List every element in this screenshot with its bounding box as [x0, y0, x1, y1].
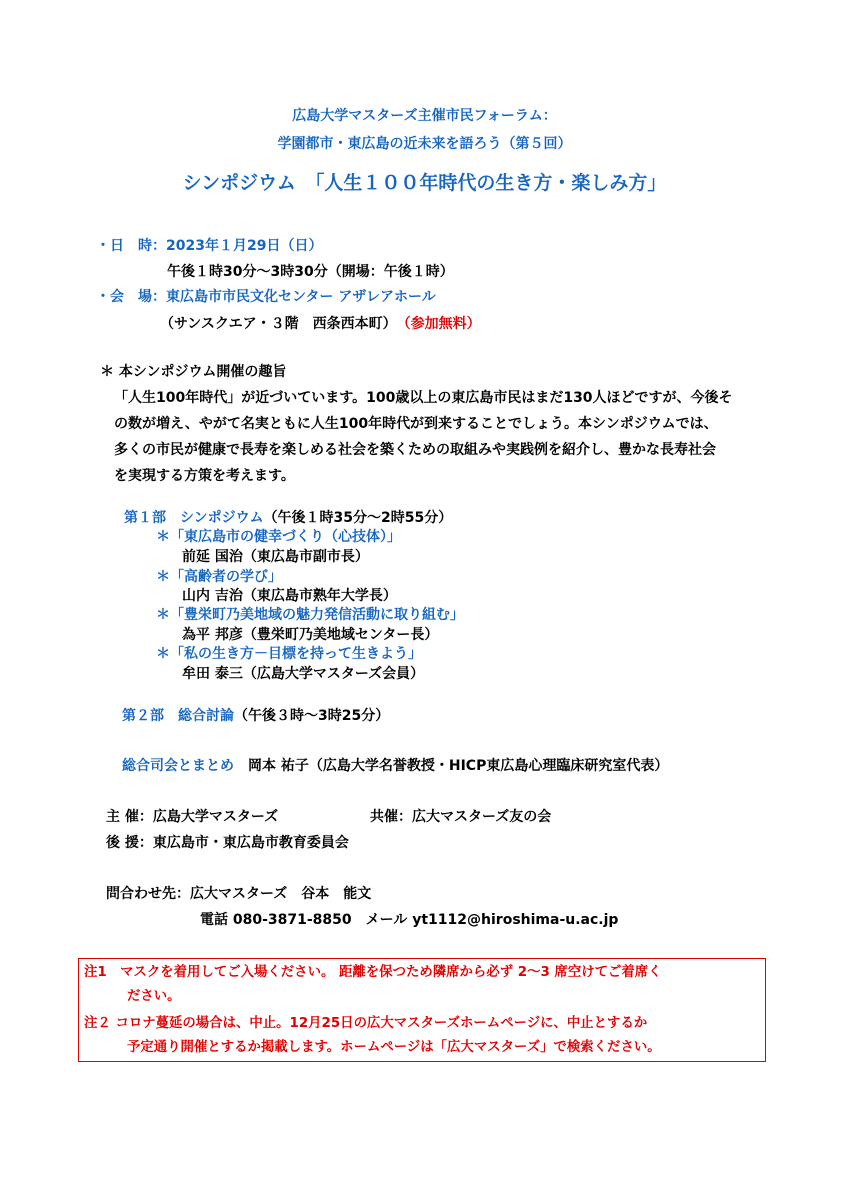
- date-row: [96, 236, 322, 256]
- part1-time: （午後１時35分～2時55分）: [263, 510, 453, 526]
- talk-title: ＊「高齢者の学び」: [156, 569, 282, 585]
- part2-heading: [122, 706, 389, 726]
- venue-detail: （サンスクエア・３階 西条西本町）: [160, 316, 390, 332]
- purpose-heading: ＊ 本シンポジウム開催の趣旨: [100, 364, 287, 380]
- note-2-cont: 予定通り開催とするか掲載します。ホームページは「広大マスターズ」で検索ください。: [127, 1040, 661, 1055]
- part1-heading: [124, 508, 452, 528]
- talk-speaker: 為平 邦彦（豊栄町乃美地域センター長）: [182, 627, 439, 643]
- venue-row: [96, 287, 436, 307]
- note-2: 注２ コロナ蔓延の場合は、中止。12月25日の広大マスターズホームページに、中止とするか: [84, 1016, 648, 1031]
- contact-details: 電話 080-3871-8850 メール yt1112@hiroshima-u.ac.jp: [200, 912, 619, 928]
- purpose-line: を実現する方策を考えます。: [114, 468, 295, 484]
- moderator-label: 総合司会とまとめ: [122, 758, 234, 774]
- talk-title: ＊「東広島市の健幸づくり（心技体）」: [156, 529, 401, 545]
- page-title: シンポジウム 「人生１００年時代の生き方・楽しみ方」: [182, 172, 667, 194]
- talk-title: ＊「豊栄町乃美地域の魅力発信活動に取り組む」: [156, 607, 464, 623]
- forum-subtitle: 広島大学マスターズ主催市民フォーラム：: [292, 108, 557, 124]
- note-1-cont: ださい。: [127, 989, 181, 1004]
- purpose-line: の数が増え、やがて名実ともに人生100年時代が到来することでしょう。本シンポジウムでは、: [114, 416, 718, 432]
- fee-badge: （参加無料）: [403, 316, 481, 332]
- talk-speaker: 牟田 泰三（広島大学マスターズ会員）: [182, 666, 425, 682]
- note-1: 注1 マスクを着用してご入場ください。 距離を保つため隣席から必ず 2～3 席空けてご着席く: [84, 965, 662, 980]
- event-venue: 東広島市市民文化センター アザレアホール: [166, 289, 436, 305]
- talk-title: ＊「私の生き方－目標を持って生きよう」: [156, 646, 422, 662]
- talk-speaker: 前延 国治（東広島市副市長）: [182, 549, 369, 565]
- moderator-name: 岡本 祐子（広島大学名誉教授・HICP東広島心理臨床研究室代表）: [248, 758, 669, 774]
- purpose-line: 「人生100年時代」が近づいています。100歳以上の東広島市民はまだ130人ほどですが、今後そ: [114, 390, 733, 406]
- cohost-line: 共催：広大マスターズ友の会: [370, 809, 552, 825]
- forum-theme: 学園都市・東広島の近未来を語ろう（第５回）: [277, 136, 572, 152]
- part1-label: 第１部 シンポジウム: [124, 510, 264, 526]
- date-label: ・日 時：: [96, 238, 166, 254]
- purpose-line: 多くの市民が健康で長寿を楽しめる社会を築くための取組みや実践例を紹介し、豊かな長寿社会: [114, 442, 716, 458]
- event-date: 2023年１月29日（日）: [166, 238, 323, 254]
- host-line: 主 催：広島大学マスターズ: [106, 809, 279, 825]
- part2-time: （午後３時～3時25分）: [234, 708, 390, 724]
- support-line: 後 援：東広島市・東広島市教育委員会: [106, 835, 349, 851]
- talk-speaker: 山内 吉治（東広島市熟年大学長）: [182, 588, 397, 604]
- venue-label: ・会 場：: [96, 289, 166, 305]
- part2-label: 第２部 総合討論: [122, 708, 234, 724]
- venue-detail-row: [160, 314, 481, 334]
- contact-label: 問合わせ先：広大マスターズ 谷本 能文: [106, 886, 372, 902]
- event-time: 午後１時30分～3時30分（開場：午後１時）: [167, 264, 454, 280]
- moderator-row: [122, 756, 668, 776]
